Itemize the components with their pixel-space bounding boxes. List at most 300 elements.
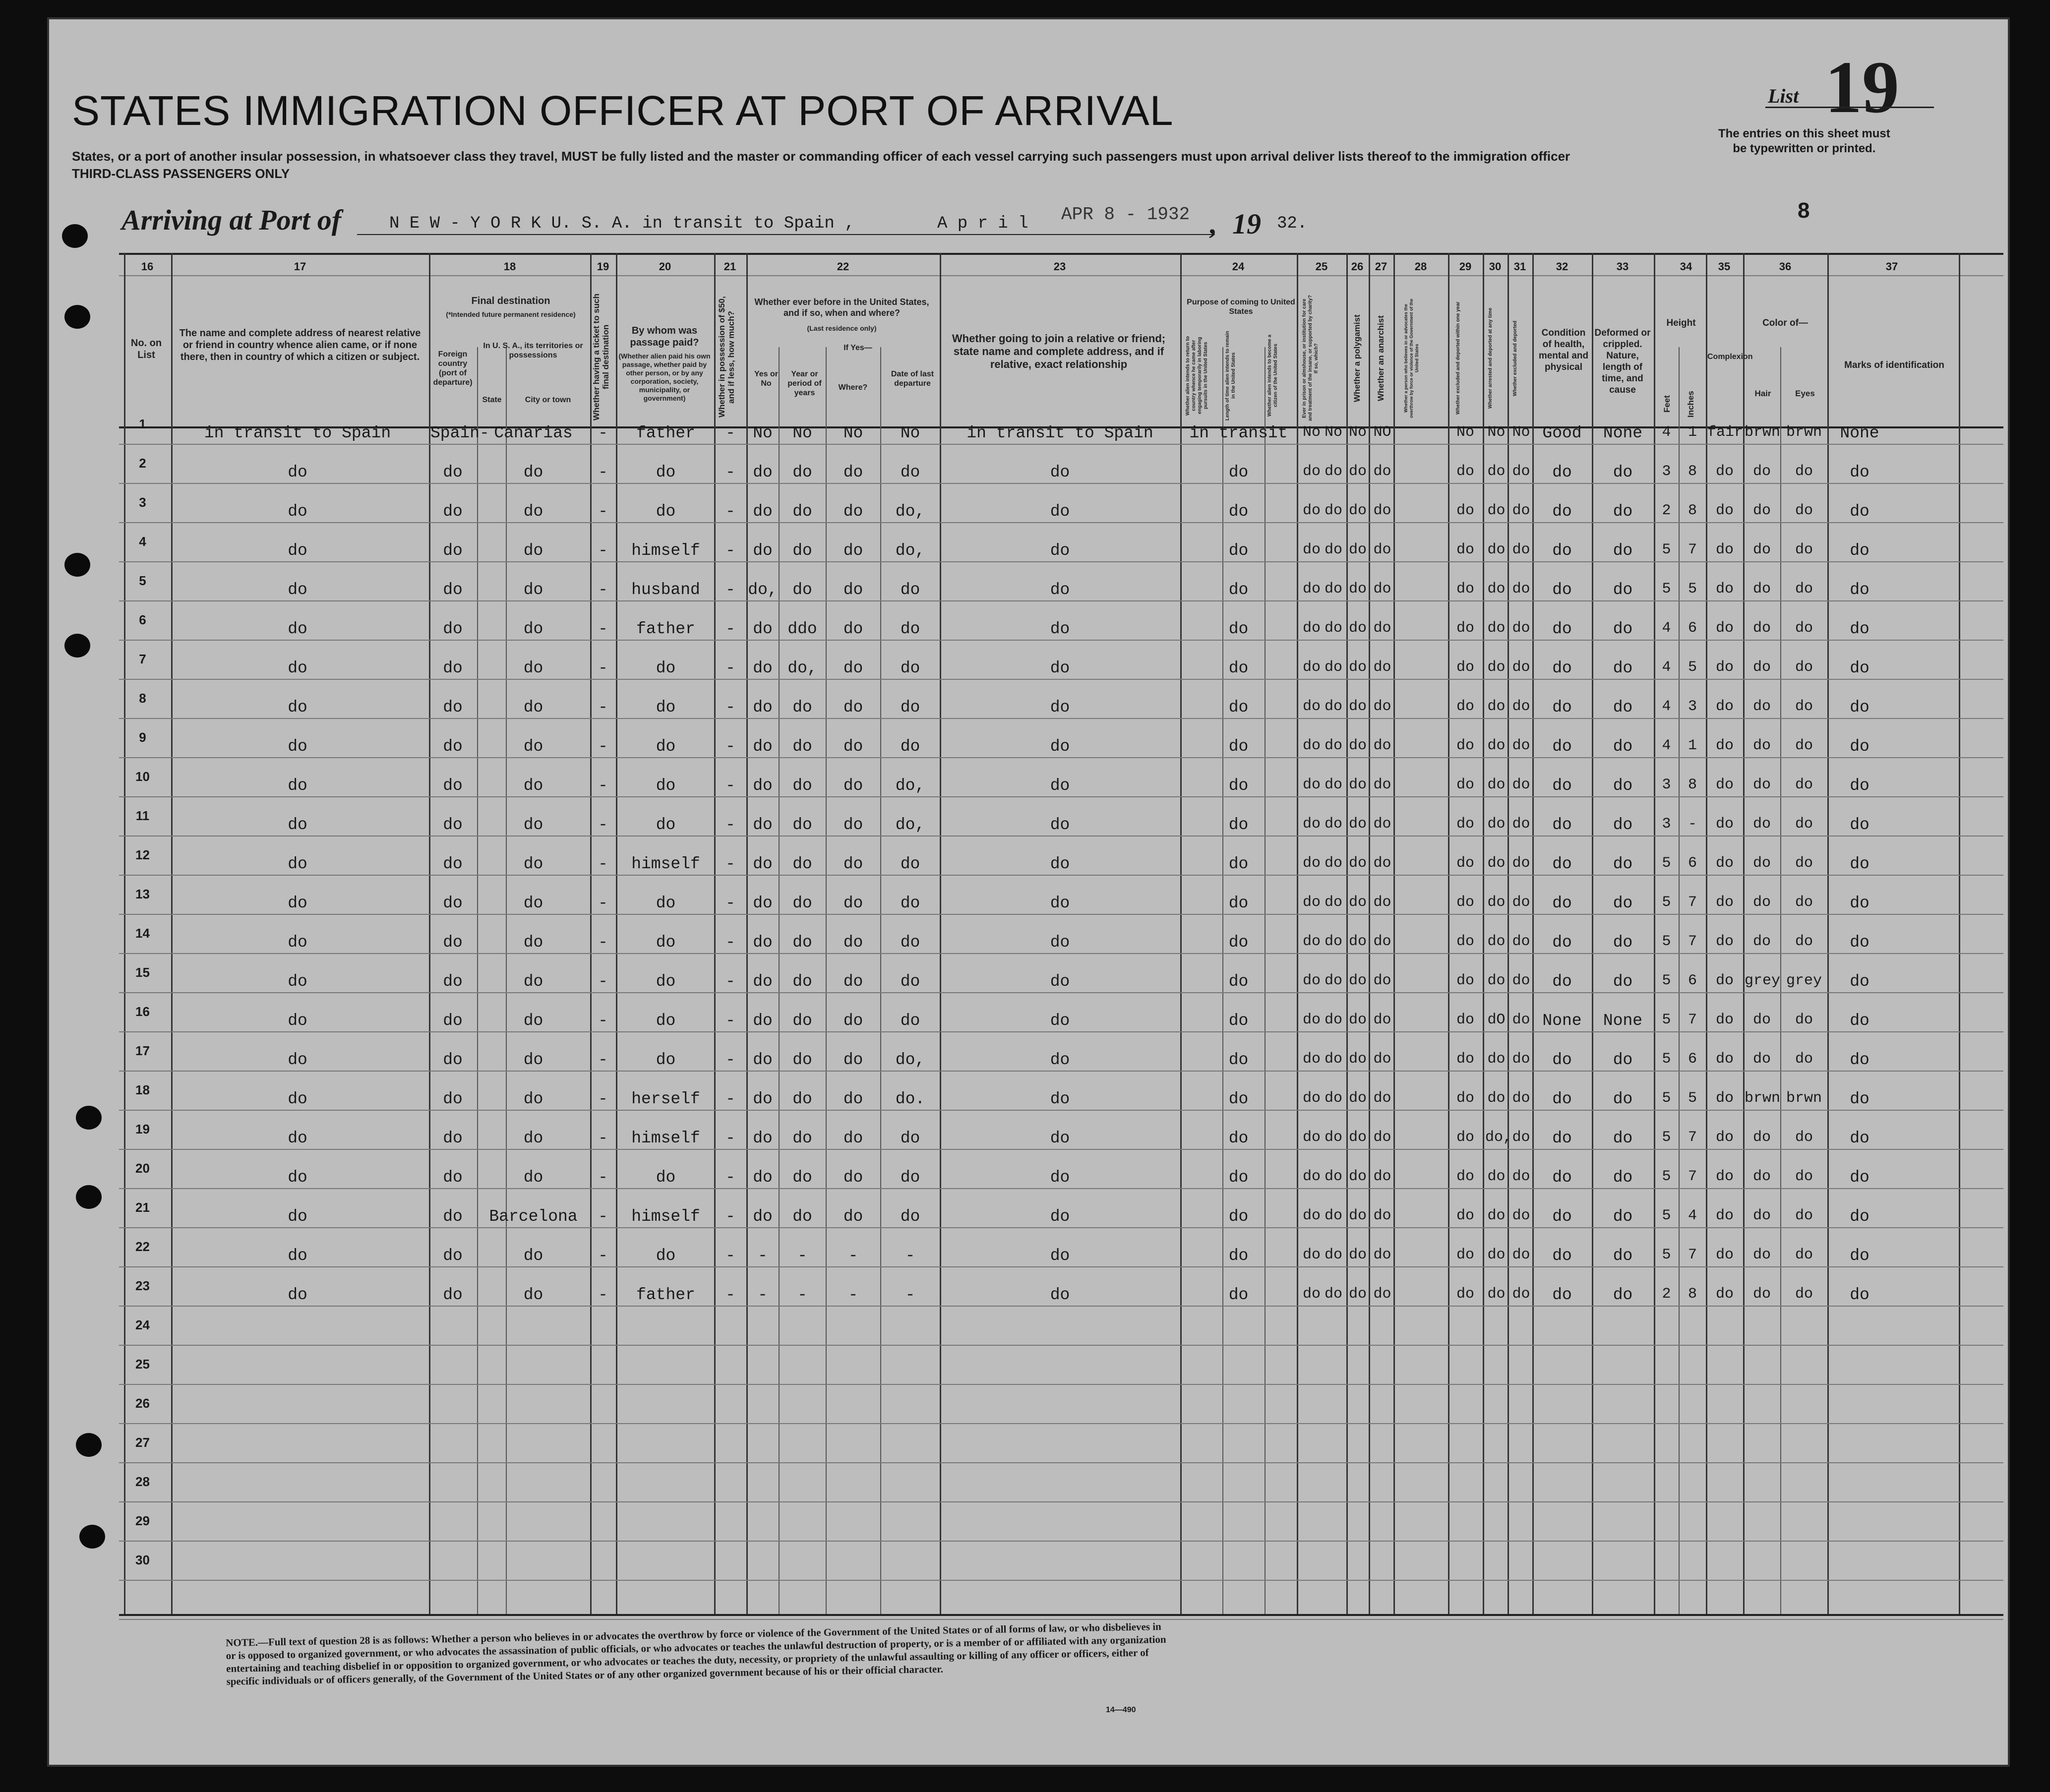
cell-complexion: do bbox=[1715, 1286, 1734, 1303]
cell-c30: do bbox=[1487, 777, 1506, 793]
cell-c29: do bbox=[1456, 581, 1474, 597]
cell-c29: do bbox=[1456, 855, 1474, 872]
cell-c25: No bbox=[1302, 424, 1321, 441]
cell-ticket: - bbox=[598, 1051, 608, 1069]
row-rule bbox=[119, 1462, 2003, 1463]
row-rule bbox=[119, 1188, 2003, 1189]
cell-country: do bbox=[443, 737, 463, 756]
row-rule bbox=[119, 483, 2003, 484]
subtitle-instructions: States, or a port of another insular possession, in whatsoever class they travel, MUST be fully listed and the master or commanding officer of each vessel carrying such passengers must upon arrival deliver lists thereof to the immigration officer bbox=[72, 149, 1570, 164]
header-prison: Ever in prison or almshouse, or institution for care and treatment of the insane, or supported by charity? If so, which? bbox=[1302, 295, 1319, 421]
cell-c31: do bbox=[1512, 1090, 1530, 1107]
cell-join: do bbox=[1050, 659, 1070, 677]
cell-relative: do bbox=[288, 541, 307, 560]
cell-years: - bbox=[797, 1286, 807, 1304]
cell-c27: do bbox=[1348, 1090, 1367, 1107]
cell-paid: do bbox=[656, 816, 676, 834]
cell-c31: do bbox=[1512, 541, 1530, 558]
cell-marks: None bbox=[1840, 424, 1879, 442]
cell-yesno: do bbox=[753, 1051, 773, 1069]
cell-inches: 4 bbox=[1688, 1207, 1697, 1224]
cell-c25: do bbox=[1302, 972, 1321, 989]
header-deformed: Deformed or crippled. Nature, length of time, and cause bbox=[1594, 328, 1651, 395]
cell-eyes: do bbox=[1795, 1129, 1813, 1146]
row-rule bbox=[119, 679, 2003, 680]
cell-yesno: do bbox=[753, 894, 773, 912]
row-number: 24 bbox=[135, 1317, 150, 1332]
cell-c26: do bbox=[1324, 894, 1342, 911]
cell-c30: do bbox=[1487, 1207, 1506, 1224]
cell-fifty: - bbox=[725, 972, 735, 991]
cell-paid: do bbox=[656, 737, 676, 756]
column-number: 32 bbox=[1556, 260, 1568, 273]
cell-city: do bbox=[523, 581, 543, 599]
cell-fifty: - bbox=[725, 1207, 735, 1226]
column-rule bbox=[1827, 253, 1829, 1614]
row-rule bbox=[119, 1227, 2003, 1228]
cell-complexion: do bbox=[1715, 1090, 1734, 1107]
cell-join: do bbox=[1050, 541, 1070, 560]
row-number: 28 bbox=[135, 1474, 150, 1489]
column-number: 37 bbox=[1885, 260, 1898, 273]
cell-where: do bbox=[843, 933, 863, 952]
cell-feet: 5 bbox=[1662, 855, 1671, 872]
table-bottom-rule bbox=[119, 1614, 2003, 1616]
column-number: 27 bbox=[1375, 260, 1387, 273]
cell-eyes: do bbox=[1795, 777, 1813, 793]
row-number: 6 bbox=[139, 612, 146, 627]
cell-health: do bbox=[1552, 1286, 1572, 1304]
cell-years: - bbox=[797, 1247, 807, 1265]
cell-c27: do bbox=[1348, 463, 1367, 480]
cell-eyes: brwn bbox=[1786, 424, 1822, 441]
cell-hair: do bbox=[1752, 1168, 1771, 1185]
cell-ticket: - bbox=[598, 581, 608, 599]
header-state: State bbox=[482, 396, 502, 404]
cell-yesno: do bbox=[753, 1012, 773, 1030]
cell-c26: do bbox=[1324, 1286, 1342, 1303]
cell-health: do bbox=[1552, 816, 1572, 834]
cell-c31: do bbox=[1512, 620, 1530, 637]
cell-country: do bbox=[443, 541, 463, 560]
cell-deformed: None bbox=[1603, 1012, 1643, 1030]
column-rule bbox=[940, 253, 941, 1614]
cell-feet: 4 bbox=[1662, 698, 1671, 715]
row-number: 3 bbox=[139, 495, 146, 510]
cell-join: do bbox=[1050, 698, 1070, 717]
cell-inches: 7 bbox=[1688, 894, 1697, 911]
column-number: 25 bbox=[1315, 260, 1328, 273]
column-rule bbox=[1592, 253, 1593, 1614]
cell-complexion: do bbox=[1715, 463, 1734, 480]
cell-health: do bbox=[1552, 1090, 1572, 1108]
cell-fifty: - bbox=[725, 541, 735, 560]
cell-yesno: do bbox=[753, 777, 773, 795]
cell-c31: do bbox=[1512, 933, 1530, 950]
row-number: 21 bbox=[135, 1200, 150, 1215]
cell-where: do bbox=[843, 463, 863, 481]
cell-c28: do bbox=[1373, 620, 1391, 637]
cell-feet: 4 bbox=[1662, 737, 1671, 754]
cell-marks: do bbox=[1850, 972, 1869, 991]
cell-purpose: do bbox=[1228, 698, 1249, 717]
cell-ticket: - bbox=[598, 1168, 608, 1187]
header-yes-or-no: Yes or No bbox=[754, 370, 779, 388]
cell-inches: 6 bbox=[1688, 620, 1697, 637]
header-color-of: Color of— bbox=[1762, 318, 1808, 328]
cell-marks: do bbox=[1850, 1012, 1869, 1030]
cell-relative: do bbox=[288, 502, 307, 521]
column-number: 17 bbox=[294, 260, 306, 273]
cell-eyes: brwn bbox=[1786, 1090, 1822, 1107]
cell-where: do bbox=[843, 659, 863, 677]
cell-marks: do bbox=[1850, 463, 1869, 481]
cell-feet: 5 bbox=[1662, 1168, 1671, 1185]
cell-hair: do bbox=[1752, 463, 1771, 480]
cell-health: do bbox=[1552, 1168, 1572, 1187]
header-in-usa: In U. S. A., its territories or possessions bbox=[483, 342, 583, 359]
cell-health: do bbox=[1552, 620, 1572, 638]
cell-yesno: do bbox=[753, 1129, 773, 1147]
cell-purpose: do bbox=[1228, 463, 1249, 481]
cell-marks: do bbox=[1850, 1129, 1869, 1147]
cell-yesno: do bbox=[753, 1207, 773, 1226]
cell-ticket: - bbox=[598, 894, 608, 912]
cell-c28: do bbox=[1373, 463, 1391, 480]
cell-c28: do bbox=[1373, 737, 1391, 754]
cell-hair: do bbox=[1752, 698, 1771, 715]
cell-c29: do bbox=[1456, 894, 1474, 911]
binder-hole bbox=[79, 1525, 105, 1549]
cell-date: do bbox=[900, 1207, 920, 1226]
arrival-underline bbox=[357, 234, 1215, 235]
row-number: 25 bbox=[135, 1357, 150, 1372]
cell-health: do bbox=[1552, 933, 1572, 952]
cell-health: do bbox=[1552, 581, 1572, 599]
cell-yesno: do bbox=[753, 855, 773, 873]
arrival-comma: , bbox=[1210, 208, 1217, 240]
cell-country: do bbox=[443, 581, 463, 599]
header-feet: Feet bbox=[1662, 395, 1672, 413]
cell-join: do bbox=[1050, 1090, 1070, 1108]
cell-c25: do bbox=[1302, 1286, 1321, 1303]
cell-join: do bbox=[1050, 1168, 1070, 1187]
cell-hair: do bbox=[1752, 855, 1771, 872]
table-top-rule bbox=[119, 253, 2003, 255]
cell-c30: do bbox=[1487, 463, 1506, 480]
cell-ticket: - bbox=[598, 502, 608, 521]
cell-join: do bbox=[1050, 737, 1070, 756]
cell-complexion: do bbox=[1715, 698, 1734, 715]
cell-marks: do bbox=[1850, 1051, 1869, 1069]
cell-paid: do bbox=[656, 463, 676, 481]
cell-hair: do bbox=[1752, 502, 1771, 519]
cell-c28: do bbox=[1373, 816, 1391, 833]
cell-inches: - bbox=[1688, 816, 1697, 833]
cell-c28: do bbox=[1373, 1051, 1391, 1068]
cell-relative: do bbox=[288, 659, 307, 677]
cell-c30: No bbox=[1487, 424, 1506, 441]
header-foreign-country: Foreign country (port of departure) bbox=[433, 350, 473, 387]
cell-c26: do bbox=[1324, 1012, 1342, 1028]
cell-c29: do bbox=[1456, 1051, 1474, 1068]
cell-inches: 7 bbox=[1688, 541, 1697, 558]
cell-country: do bbox=[443, 933, 463, 952]
row-rule bbox=[119, 522, 2003, 523]
cell-feet: 5 bbox=[1662, 972, 1671, 989]
cell-paid: herself bbox=[631, 1090, 700, 1108]
cell-c27: do bbox=[1348, 698, 1367, 715]
cell-complexion: fair bbox=[1707, 424, 1744, 441]
cell-city: Canarias bbox=[494, 424, 573, 442]
cell-c27: do bbox=[1348, 933, 1367, 950]
cell-fifty: - bbox=[725, 816, 735, 834]
row-number: 4 bbox=[139, 534, 146, 549]
list-note bbox=[1718, 126, 1890, 156]
cell-c29: do bbox=[1456, 1207, 1474, 1224]
header-city-or-town: City or town bbox=[525, 396, 571, 404]
cell-c28: do bbox=[1373, 698, 1391, 715]
cell-complexion: do bbox=[1715, 541, 1734, 558]
cell-complexion: do bbox=[1715, 1247, 1734, 1263]
column-number: 21 bbox=[724, 260, 736, 273]
cell-c29: do bbox=[1456, 1247, 1474, 1263]
row-number: 5 bbox=[139, 573, 146, 588]
cell-years: do bbox=[792, 698, 812, 717]
cell-feet: 3 bbox=[1662, 463, 1671, 480]
cell-paid: do bbox=[656, 502, 676, 521]
arrival-year-prefix: 19 bbox=[1232, 208, 1261, 240]
cell-country: do bbox=[443, 972, 463, 991]
cell-eyes: do bbox=[1795, 698, 1813, 715]
cell-c31: do bbox=[1512, 1207, 1530, 1224]
cell-paid: do bbox=[656, 1247, 676, 1265]
cell-complexion: do bbox=[1715, 737, 1734, 754]
cell-join: do bbox=[1050, 463, 1070, 481]
header-question-28: Whether a person who believes in or advocates the overthrow by force or violence of the Government of the United States bbox=[1403, 299, 1419, 418]
cell-deformed: do bbox=[1613, 1168, 1633, 1187]
row-rule bbox=[119, 1384, 2003, 1385]
cell-inches: 6 bbox=[1688, 855, 1697, 872]
row-rule bbox=[119, 444, 2003, 445]
cell-relative: do bbox=[288, 1012, 307, 1030]
cell-c27: do bbox=[1348, 502, 1367, 519]
cell-relative: do bbox=[288, 816, 307, 834]
cell-deformed: do bbox=[1613, 1207, 1633, 1226]
cell-city: do bbox=[523, 1051, 543, 1069]
cell-c26: do bbox=[1324, 1247, 1342, 1263]
cell-fifty: - bbox=[725, 698, 735, 717]
cell-c26: do bbox=[1324, 933, 1342, 950]
cell-country: do bbox=[443, 620, 463, 638]
header-eyes: Eyes bbox=[1795, 389, 1815, 398]
arrival-label: Arriving at Port of bbox=[121, 204, 342, 236]
list-number: 19 bbox=[1825, 46, 1899, 128]
cell-relative: do bbox=[288, 777, 307, 795]
cell-purpose: do bbox=[1228, 1012, 1249, 1030]
cell-years: do bbox=[792, 816, 812, 834]
cell-join: do bbox=[1050, 1286, 1070, 1304]
cell-date: do bbox=[900, 620, 920, 638]
cell-c27: do bbox=[1348, 659, 1367, 676]
cell-eyes: do bbox=[1795, 581, 1813, 597]
column-rule bbox=[1532, 253, 1534, 1614]
cell-c25: do bbox=[1302, 894, 1321, 911]
cell-hair: do bbox=[1752, 1051, 1771, 1068]
row-rule bbox=[119, 1423, 2003, 1424]
cell-c30: do bbox=[1487, 855, 1506, 872]
cell-c30: do bbox=[1487, 1168, 1506, 1185]
cell-c30: do bbox=[1487, 816, 1506, 833]
cell-c30: do bbox=[1487, 737, 1506, 754]
row-number: 29 bbox=[135, 1513, 150, 1528]
cell-marks: do bbox=[1850, 1168, 1869, 1187]
cell-marks: do bbox=[1850, 502, 1869, 521]
cell-c29: do bbox=[1456, 620, 1474, 637]
header-nearest-relative: The name and complete address of nearest relative or friend in country whence alien came, or if none there, then in country of which a citizen or subject. bbox=[179, 328, 421, 362]
cell-eyes: do bbox=[1795, 502, 1813, 519]
cell-country: do bbox=[443, 1207, 463, 1226]
cell-date: do, bbox=[895, 502, 925, 521]
cell-country: do bbox=[443, 1129, 463, 1147]
column-number: 28 bbox=[1414, 260, 1427, 273]
cell-health: do bbox=[1552, 1207, 1572, 1226]
cell-paid: do bbox=[656, 698, 676, 717]
header-no-on-list: No. on List bbox=[130, 338, 162, 360]
row-rule bbox=[119, 600, 2003, 601]
cell-ticket: - bbox=[598, 816, 608, 834]
cell-complexion: do bbox=[1715, 581, 1734, 597]
row-rule bbox=[119, 1149, 2003, 1150]
cell-where: - bbox=[848, 1247, 858, 1265]
cell-c27: do bbox=[1348, 1129, 1367, 1146]
cell-c29: do bbox=[1456, 816, 1474, 833]
header-ticket: Whether having a ticket to such final destination bbox=[592, 294, 610, 420]
cell-feet: 2 bbox=[1662, 502, 1671, 519]
cell-country: do bbox=[443, 894, 463, 912]
cell-ticket: - bbox=[598, 737, 608, 756]
cell-relative: do bbox=[288, 1051, 307, 1069]
cell-fifty: - bbox=[725, 1012, 735, 1030]
subtitle-class: THIRD-CLASS PASSENGERS ONLY bbox=[72, 166, 290, 181]
cell-c25: do bbox=[1302, 1207, 1321, 1224]
cell-eyes: grey bbox=[1786, 972, 1822, 989]
cell-ticket: - bbox=[598, 541, 608, 560]
column-rule bbox=[1297, 253, 1298, 1614]
cell-c26: No bbox=[1324, 424, 1342, 441]
cell-marks: do bbox=[1850, 737, 1869, 756]
cell-c26: do bbox=[1324, 816, 1342, 833]
cell-relative: do bbox=[288, 1129, 307, 1147]
cell-city: do bbox=[523, 659, 543, 677]
cell-inches: 7 bbox=[1688, 1247, 1697, 1263]
manifest-sheet bbox=[47, 17, 2010, 1767]
cell-health: do bbox=[1552, 1129, 1572, 1147]
header-if-yes: If Yes— bbox=[844, 344, 872, 352]
cell-hair: do bbox=[1752, 1012, 1771, 1028]
row-number: 17 bbox=[135, 1043, 150, 1058]
cell-join: do bbox=[1050, 777, 1070, 795]
cell-deformed: do bbox=[1613, 1051, 1633, 1069]
cell-ticket: - bbox=[598, 463, 608, 481]
cell-years: do bbox=[792, 502, 812, 521]
cell-deformed: do bbox=[1613, 541, 1633, 560]
cell-c27: do bbox=[1348, 972, 1367, 989]
header-polygamist: Whether a polygamist bbox=[1352, 314, 1362, 402]
cell-c25: do bbox=[1302, 698, 1321, 715]
cell-marks: do bbox=[1850, 1247, 1869, 1265]
cell-marks: do bbox=[1850, 541, 1869, 560]
cell-ticket: - bbox=[598, 659, 608, 677]
cell-inches: 8 bbox=[1688, 463, 1697, 480]
cell-deformed: do bbox=[1613, 894, 1633, 912]
cell-date: No bbox=[900, 424, 920, 442]
cell-years: No bbox=[792, 424, 812, 442]
cell-purpose: do bbox=[1228, 894, 1249, 912]
cell-join: do bbox=[1050, 1129, 1070, 1147]
cell-c27: do bbox=[1348, 777, 1367, 793]
cell-c30: do bbox=[1487, 541, 1506, 558]
cell-feet: 5 bbox=[1662, 1247, 1671, 1263]
cell-country: do bbox=[443, 855, 463, 873]
cell-c31: do bbox=[1512, 659, 1530, 676]
cell-join: in transit to Spain bbox=[966, 424, 1153, 442]
header-where: Where? bbox=[838, 383, 868, 392]
cell-ticket: - bbox=[598, 1090, 608, 1108]
row-rule bbox=[119, 1580, 2003, 1581]
cell-c30: dO bbox=[1487, 1012, 1506, 1028]
cell-eyes: do bbox=[1795, 620, 1813, 637]
cell-eyes: do bbox=[1795, 541, 1813, 558]
cell-fifty: - bbox=[725, 1129, 735, 1147]
cell-health: do bbox=[1552, 659, 1572, 677]
cell-c25: do bbox=[1302, 581, 1321, 597]
cell-yesno: do bbox=[753, 698, 773, 717]
arrival-port: N E W - Y O R K U. S. A. in transit to Spain , bbox=[389, 214, 855, 233]
cell-c25: do bbox=[1302, 1168, 1321, 1185]
column-rule bbox=[1507, 253, 1509, 1614]
cell-date: do, bbox=[895, 541, 925, 560]
cell-years: do bbox=[792, 1051, 812, 1069]
cell-hair: do bbox=[1752, 541, 1771, 558]
cell-c28: do bbox=[1373, 855, 1391, 872]
column-rule bbox=[1483, 253, 1484, 1614]
row-number: 9 bbox=[139, 730, 146, 745]
cell-marks: do bbox=[1850, 933, 1869, 952]
cell-hair: do bbox=[1752, 659, 1771, 676]
cell-c25: do bbox=[1302, 1051, 1321, 1068]
cell-country: Spain- bbox=[430, 424, 489, 442]
column-rule bbox=[1180, 253, 1182, 1614]
cell-inches: 1 bbox=[1688, 424, 1697, 441]
cell-inches: 6 bbox=[1688, 972, 1697, 989]
cell-c31: do bbox=[1512, 777, 1530, 793]
column-number: 33 bbox=[1616, 260, 1629, 273]
header-year-period: Year or period of years bbox=[787, 370, 822, 397]
header-inches: Inches bbox=[1686, 391, 1695, 418]
cell-c29: No bbox=[1456, 424, 1474, 441]
cell-c29: do bbox=[1456, 1090, 1474, 1107]
cell-date: - bbox=[905, 1247, 915, 1265]
column-rule bbox=[1369, 253, 1370, 1614]
cell-purpose: do bbox=[1228, 1286, 1249, 1304]
form-number: 14—490 bbox=[1106, 1706, 1136, 1714]
cell-hair: do bbox=[1752, 1207, 1771, 1224]
cell-feet: 5 bbox=[1662, 1012, 1671, 1028]
cell-relative: do bbox=[288, 1168, 307, 1187]
cell-complexion: do bbox=[1715, 855, 1734, 872]
cell-c31: do bbox=[1512, 1168, 1530, 1185]
